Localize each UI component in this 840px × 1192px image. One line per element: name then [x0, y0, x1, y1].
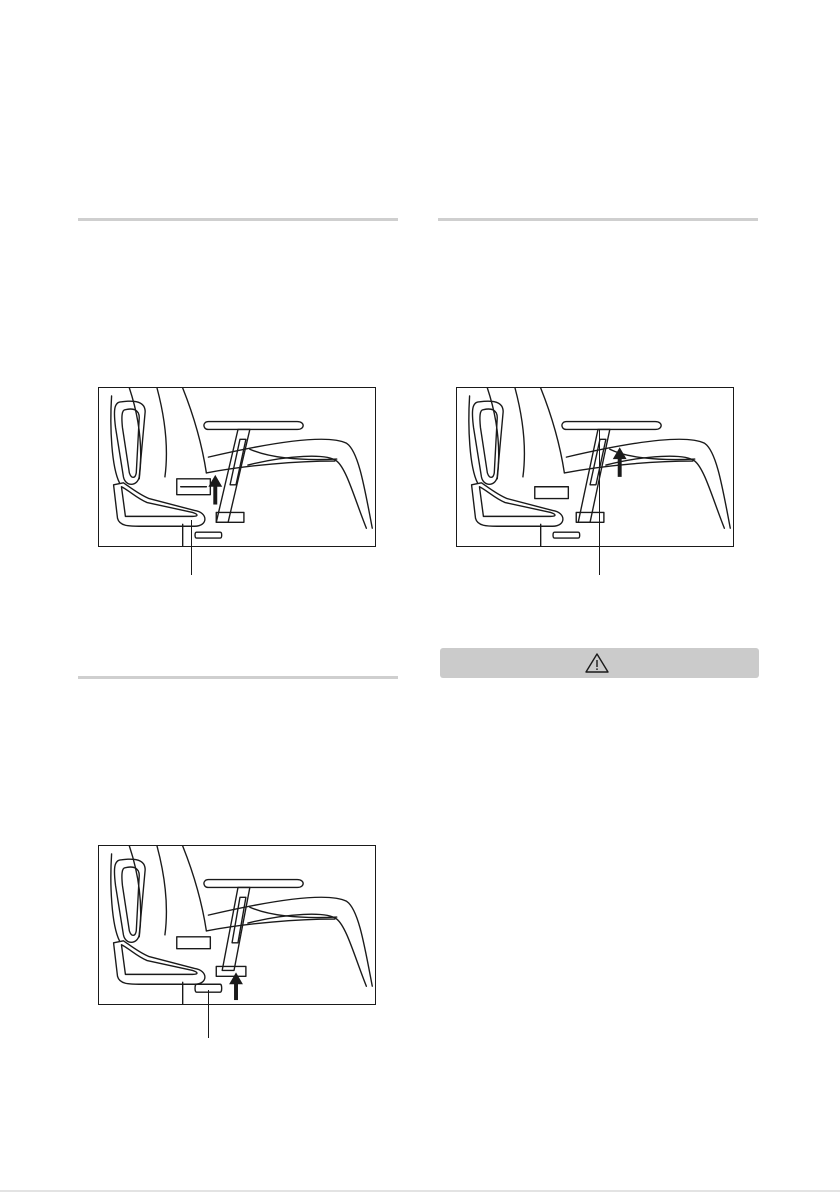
callout-line-3 [208, 990, 209, 1038]
section-divider-left-bottom [78, 676, 398, 679]
chair-armrest-illustration-3 [98, 845, 376, 1005]
armrest-line-drawing [457, 388, 733, 546]
chair-armrest-illustration-2 [456, 387, 734, 547]
section-divider-left-top [78, 218, 398, 221]
callout-line-2 [599, 430, 600, 575]
armrest-line-drawing [99, 846, 375, 1004]
callout-line-1 [191, 520, 192, 575]
warning-banner [440, 648, 759, 678]
warning-triangle-icon [584, 652, 610, 674]
section-divider-right-top [438, 218, 758, 221]
armrest-line-drawing [99, 388, 375, 546]
chair-armrest-illustration-1 [98, 387, 376, 547]
